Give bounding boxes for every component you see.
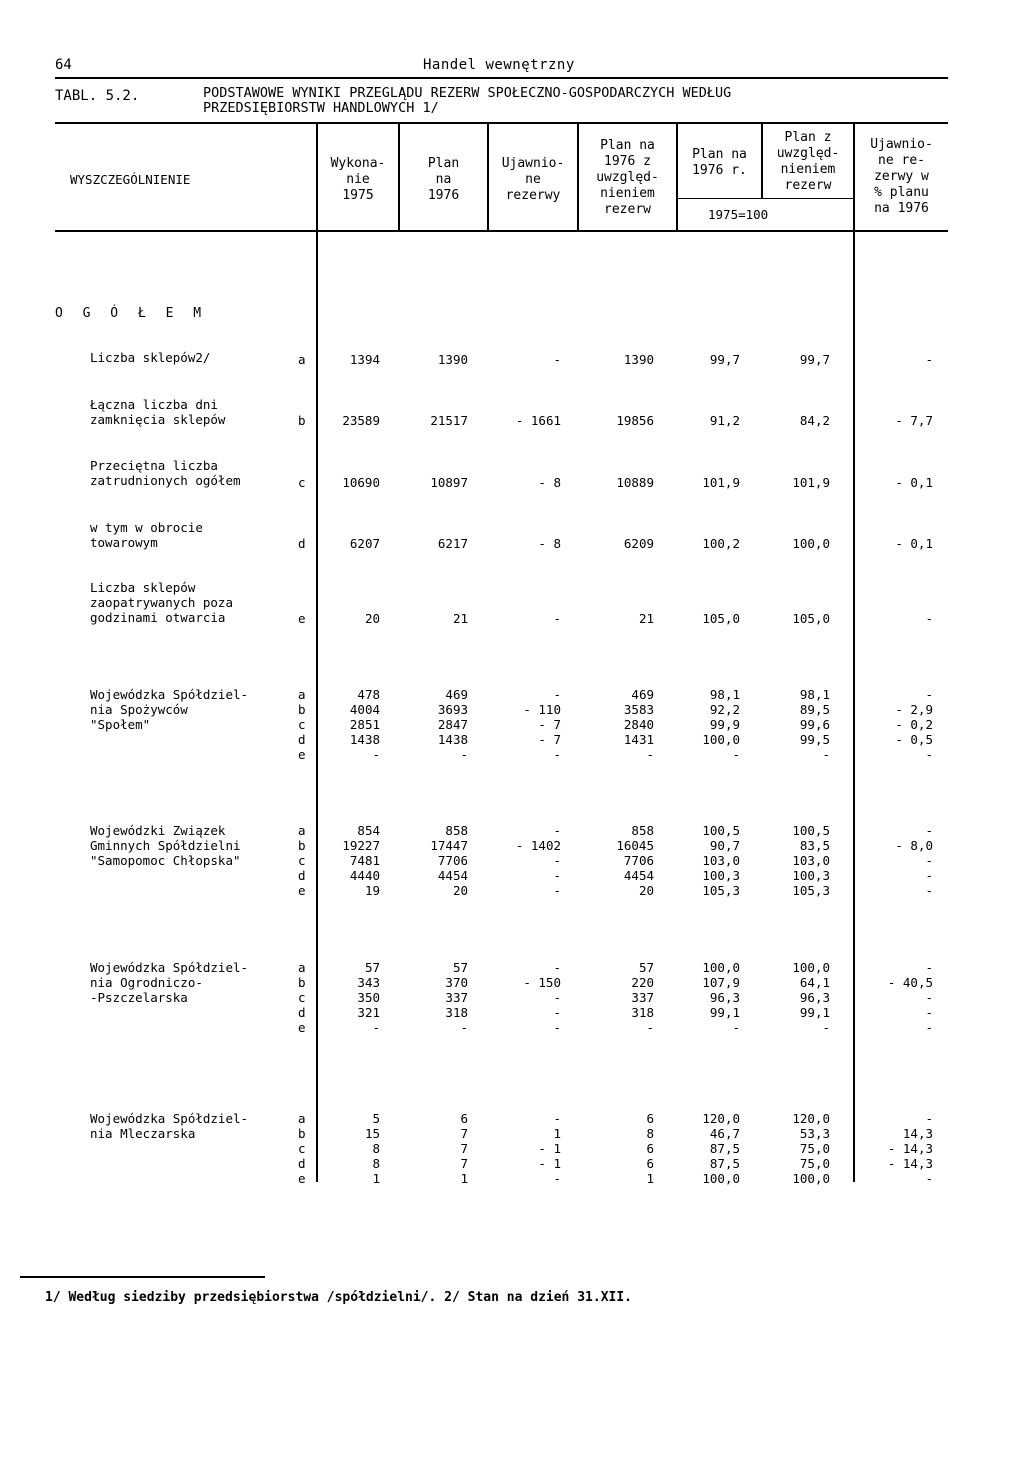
group-col-5: 100,0 107,9 96,3 99,1 -	[702, 960, 740, 1035]
group-col-6: 98,1 89,5 99,6 99,5 -	[799, 687, 830, 762]
group-letters: a b c d e	[298, 1111, 306, 1186]
cell: 6207	[349, 536, 380, 551]
cell: - 8	[538, 536, 561, 551]
header-c2: Plan na 1976	[427, 156, 460, 203]
cell: 23589	[342, 413, 380, 428]
row-label: Liczba sklepów2/	[90, 350, 211, 365]
header-c3: Ujawnio- ne rezerwy	[501, 156, 565, 203]
row-letter: d	[298, 536, 306, 551]
cell: 19856	[616, 413, 654, 428]
group-col-6: 100,5 83,5 103,0 100,3 105,3	[792, 823, 830, 898]
cell: -	[553, 352, 561, 367]
cell: 91,2	[709, 413, 740, 428]
table-title: PODSTAWOWE WYNIKI PRZEGLĄDU REZERW SPOŁECZNO-GOSPODARCZYCH WEDŁUG PRZEDSIĘBIORSTW HANDLOWYCH 1/	[203, 85, 732, 116]
group-letters: a b c d e	[298, 687, 306, 762]
cell: - 0,1	[895, 475, 933, 490]
group-col-3: - - 150 - - -	[523, 960, 561, 1035]
header-c6: Plan z uwzględ- nieniem rezerw	[776, 130, 840, 193]
cell: 20	[364, 611, 380, 626]
group-label: Wojewódzka Spółdziel- nia Ogrodniczo- -Pszczelarska	[90, 960, 249, 1005]
group-label: Wojewódzki Związek Gminnych Spółdzielni "Samopomoc Chłopska"	[90, 823, 241, 868]
group-col-4: 858 16045 7706 4454 20	[616, 823, 654, 898]
table-number: TABL. 5.2.	[55, 88, 140, 104]
cell: -	[553, 611, 561, 626]
group-col-5: 98,1 92,2 99,9 100,0 -	[702, 687, 740, 762]
row-label: Łączna liczba dni zamknięcia sklepów	[90, 397, 226, 427]
row-letter: b	[298, 413, 306, 428]
group-col-1: 854 19227 7481 4440 19	[342, 823, 380, 898]
header-rule	[55, 77, 948, 79]
group-col-2: 469 3693 2847 1438 -	[437, 687, 468, 762]
base-rule	[678, 198, 853, 199]
cell: - 0,1	[895, 536, 933, 551]
cell: 1394	[349, 352, 380, 367]
footnote-rule	[20, 1276, 265, 1278]
cell: 100,2	[702, 536, 740, 551]
group-col-4: 57 220 337 318 -	[631, 960, 654, 1035]
cell: 84,2	[799, 413, 830, 428]
cell: -	[925, 352, 933, 367]
page-number: 64	[55, 57, 72, 73]
group-col-3: - - 1402 - - -	[515, 823, 561, 898]
group-col-1: 5 15 8 8 1	[364, 1111, 380, 1186]
header-c7: Ujawnio- ne re- zerwy w % planu na 1976	[870, 137, 933, 216]
group-col-6: 100,0 64,1 96,3 99,1 -	[792, 960, 830, 1035]
footnote: 1/ Według siedziby przedsiębiorstwa /spółdzielni/. 2/ Stan na dzień 31.XII.	[45, 1290, 632, 1305]
row-label: Liczba sklepów zaopatrywanych poza godzinami otwarcia	[90, 580, 233, 625]
group-col-1: 57 343 350 321 -	[357, 960, 380, 1035]
group-col-7: - - 40,5 - - -	[887, 960, 933, 1035]
group-col-7: - - 2,9 - 0,2 - 0,5 -	[895, 687, 933, 762]
cell: - 8	[538, 475, 561, 490]
cell: 99,7	[709, 352, 740, 367]
cell: 101,9	[702, 475, 740, 490]
cell: 10690	[342, 475, 380, 490]
header-c4: Plan na 1976 z uwzględ- nieniem rezerw	[596, 138, 659, 217]
group-col-5: 120,0 46,7 87,5 87,5 100,0	[702, 1111, 740, 1186]
group-col-6: 120,0 53,3 75,0 75,0 100,0	[792, 1111, 830, 1186]
cell: 1390	[623, 352, 654, 367]
cell: 101,9	[792, 475, 830, 490]
group-label: Wojewódzka Spółdziel- nia Mleczarska	[90, 1111, 249, 1141]
cell: -	[925, 611, 933, 626]
cell: 100,0	[792, 536, 830, 551]
header-base: 1975=100	[708, 207, 769, 222]
group-col-4: 6 8 6 6 1	[646, 1111, 654, 1186]
group-col-4: 469 3583 2840 1431 -	[623, 687, 654, 762]
row-letter: a	[298, 352, 306, 367]
group-col-5: 100,5 90,7 103,0 100,3 105,3	[702, 823, 740, 898]
row-letter: c	[298, 475, 306, 490]
header-stub: WYSZCZEGÓLNIENIE	[70, 172, 191, 187]
header-c1: Wykona- nie 1975	[330, 156, 386, 203]
group-col-2: 6 7 7 7 1	[460, 1111, 468, 1186]
group-col-7: - 14,3 - 14,3 - 14,3 -	[887, 1111, 933, 1186]
row-letter: e	[298, 611, 306, 626]
table-top-rule	[55, 122, 948, 124]
row-label: w tym w obrocie towarowym	[90, 520, 203, 550]
group-col-1: 478 4004 2851 1438 -	[349, 687, 380, 762]
group-col-2: 858 17447 7706 4454 20	[430, 823, 468, 898]
cell: 1390	[437, 352, 468, 367]
group-col-2: 57 370 337 318 -	[445, 960, 468, 1035]
group-label: Wojewódzka Spółdziel- nia Spożywców "Społem"	[90, 687, 249, 732]
table-header-bottom-rule	[55, 230, 948, 232]
cell: - 1661	[515, 413, 561, 428]
cell: 21	[638, 611, 654, 626]
group-col-3: - 1 - 1 - 1 -	[538, 1111, 561, 1186]
cell: 21	[452, 611, 468, 626]
running-head: Handel wewnętrzny	[423, 57, 575, 73]
group-letters: a b c d e	[298, 823, 306, 898]
group-letters: a b c d e	[298, 960, 306, 1035]
cell: 10897	[430, 475, 468, 490]
cell: - 7,7	[895, 413, 933, 428]
cell: 6209	[623, 536, 654, 551]
cell: 99,7	[799, 352, 830, 367]
cell: 21517	[430, 413, 468, 428]
cell: 6217	[437, 536, 468, 551]
cell: 105,0	[792, 611, 830, 626]
group-col-3: - - 110 - 7 - 7 -	[523, 687, 561, 762]
cell: 105,0	[702, 611, 740, 626]
group-total-title: O G Ó Ł E M	[55, 306, 208, 321]
group-col-7: - - 8,0 - - -	[895, 823, 933, 898]
row-label: Przeciętna liczba zatrudnionych ogółem	[90, 458, 241, 488]
header-c5: Plan na 1976 r.	[692, 147, 747, 178]
cell: 10889	[616, 475, 654, 490]
